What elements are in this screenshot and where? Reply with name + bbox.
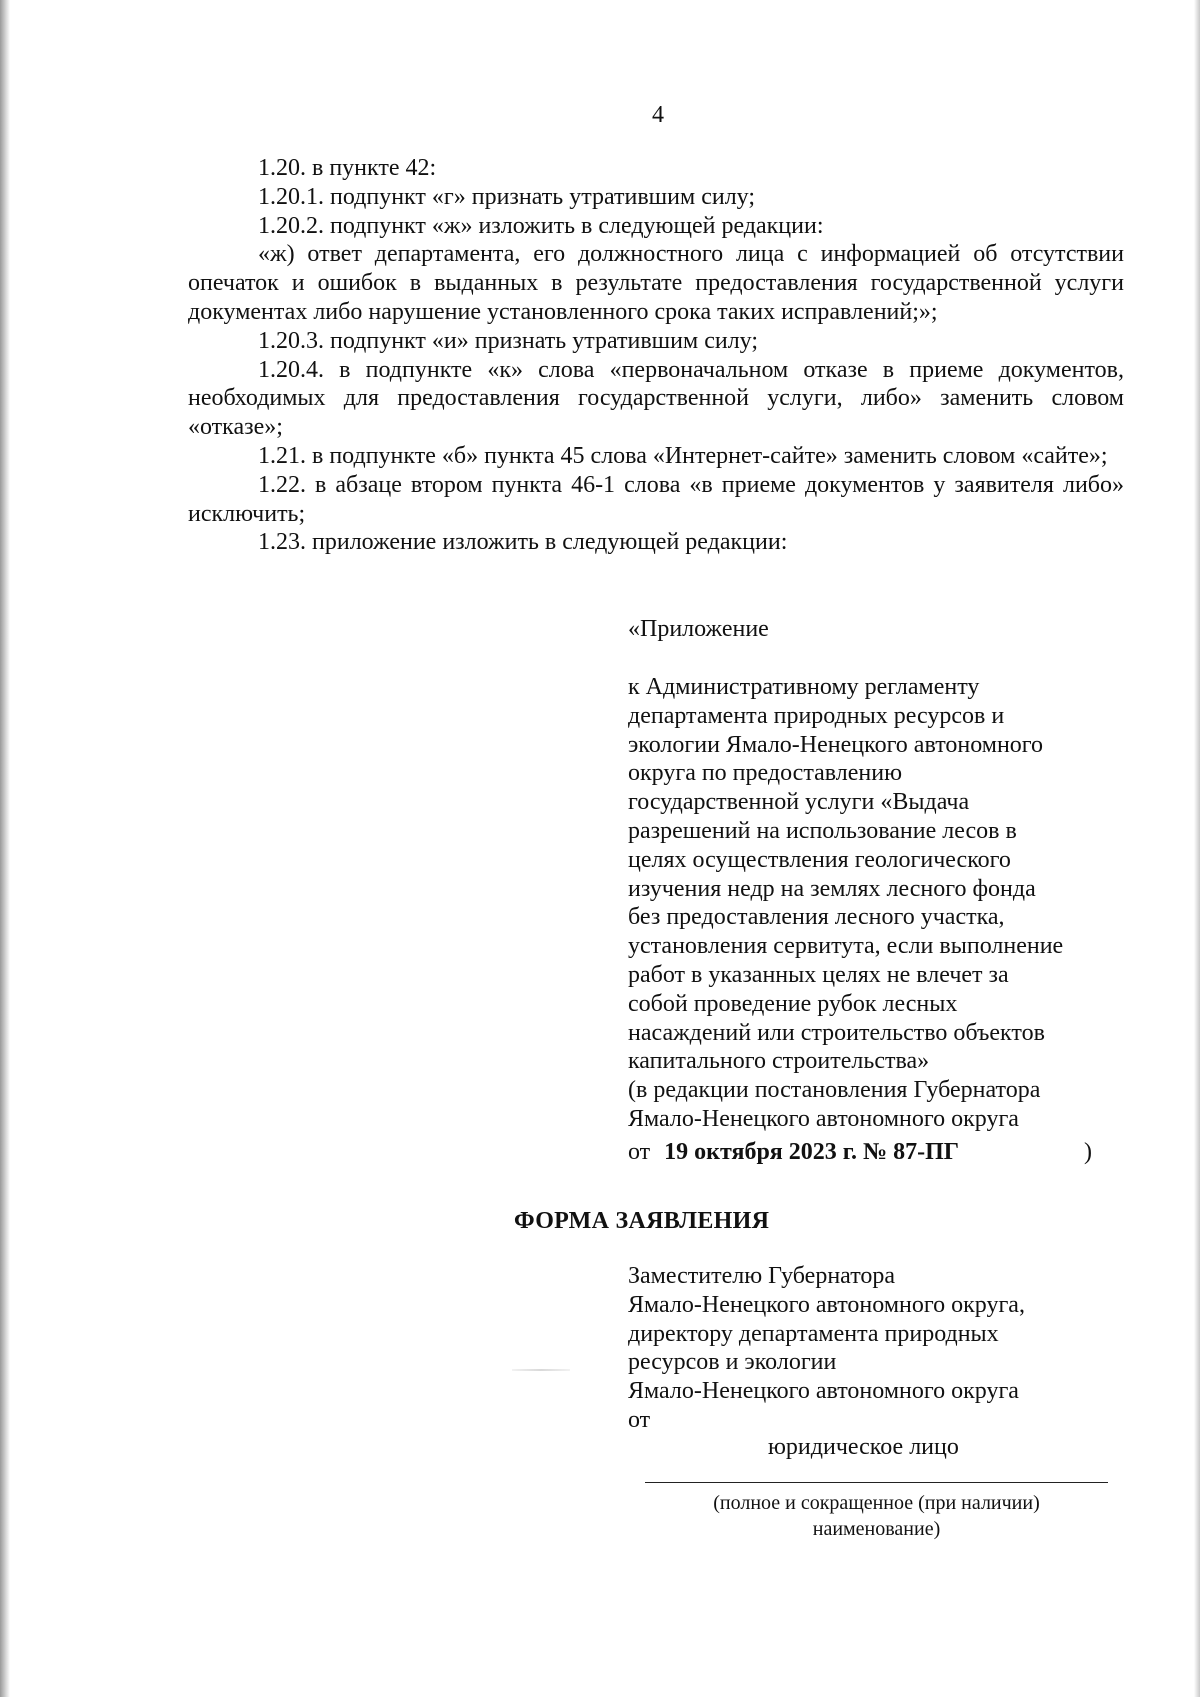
appendix-line: без предоставления лесного участка, bbox=[628, 904, 1005, 931]
scan-edge-right bbox=[1194, 0, 1200, 1697]
addressee-line: директору департамента природных bbox=[628, 1320, 999, 1347]
paragraph-subitem-zh: «ж) ответ департамента, его должностного лица с информацией об отсутствии опечаток и ошибок в выданных в результате предоставления государственной услуги документах либо нарушение установленного срока таких исправлений;»; bbox=[188, 241, 1124, 325]
paragraph-1-20-4: 1.20.4. в подпункте «к» слова «первоначальном отказе в приеме документов, необходимых для предоставления государственной услуги, либо» заменить словом «отказе»; bbox=[188, 356, 1124, 441]
appendix-title: «Приложение bbox=[628, 616, 769, 642]
addressee-line: ресурсов и экологии bbox=[628, 1349, 837, 1376]
paragraph-1-20-2: 1.20.2. подпункт «ж» изложить в следующей редакции: bbox=[258, 212, 824, 239]
addressee-line: Ямало-Ненецкого автономного округа, bbox=[628, 1291, 1025, 1318]
addressee-line: Заместителю Губернатора bbox=[628, 1263, 896, 1289]
name-caption bbox=[645, 1490, 1108, 1542]
appendix-line: экологии Ямало-Ненецкого автономного bbox=[628, 731, 1044, 758]
appendix-line: разрешений на использование лесов в bbox=[628, 817, 1017, 844]
appendix-line: работ в указанных целях не влечет за bbox=[628, 961, 1009, 988]
appendix-line: округа по предоставлению bbox=[628, 760, 903, 787]
addressee-block bbox=[628, 1262, 1025, 1435]
order-date-number: 19 октября 2023 г. № 87-ПГ bbox=[664, 1139, 960, 1165]
appendix-line: государственной услуги «Выдача bbox=[628, 789, 970, 816]
appendix-line: Ямало-Ненецкого автономного округа bbox=[628, 1105, 1019, 1132]
appendix-line: департамента природных ресурсов и bbox=[628, 702, 1005, 729]
appendix-line: собой проведение рубок лесных bbox=[628, 990, 958, 1017]
appendix-heading bbox=[628, 673, 1063, 1134]
appendix-line: целях осуществления геологического bbox=[628, 846, 1011, 873]
order-reference bbox=[628, 1138, 1098, 1167]
paragraph-1-20: 1.20. в пункте 42: bbox=[258, 155, 437, 181]
scan-edge-left bbox=[0, 0, 10, 1697]
appendix-line: капитального строительства» bbox=[628, 1048, 930, 1075]
addressee-line: Ямало-Ненецкого автономного округа bbox=[628, 1378, 1019, 1405]
addressee-line: от bbox=[628, 1406, 651, 1433]
appendix-line: установления сервитута, если выполнение bbox=[628, 933, 1064, 960]
appendix-line: к Административному регламенту bbox=[628, 674, 980, 700]
amendments-text bbox=[188, 154, 1124, 557]
name-fill-line bbox=[645, 1482, 1108, 1483]
page-number: 4 bbox=[652, 102, 664, 128]
caption-line: (полное и сокращенное (при наличии) bbox=[713, 1492, 1040, 1514]
appendix-line: изучения недр на землях лесного фонда bbox=[628, 875, 1036, 902]
paragraph-1-20-1: 1.20.1. подпункт «г» признать утратившим силу; bbox=[258, 183, 756, 210]
order-suffix: ) bbox=[1084, 1139, 1092, 1165]
order-prefix: от bbox=[628, 1139, 651, 1165]
form-title: ФОРМА ЗАЯВЛЕНИЯ bbox=[514, 1208, 770, 1234]
scan-speck bbox=[512, 1369, 570, 1371]
appendix-line: (в редакции постановления Губернатора bbox=[628, 1077, 1041, 1104]
caption-line: наименование) bbox=[812, 1518, 941, 1540]
paragraph-1-20-3: 1.20.3. подпункт «и» признать утратившим силу; bbox=[258, 327, 759, 354]
paragraph-1-22: 1.22. в абзаце втором пункта 46-1 слова «в приеме документов у заявителя либо» исключить; bbox=[188, 471, 1124, 527]
paragraph-1-21: 1.21. в подпункте «б» пункта 45 слова «Интернет-сайте» заменить словом «сайте»; bbox=[258, 442, 1108, 469]
paragraph-1-23: 1.23. приложение изложить в следующей редакции: bbox=[258, 529, 788, 556]
appendix-line: насаждений или строительство объектов bbox=[628, 1019, 1045, 1046]
applicant-type: юридическое лицо bbox=[768, 1434, 959, 1460]
